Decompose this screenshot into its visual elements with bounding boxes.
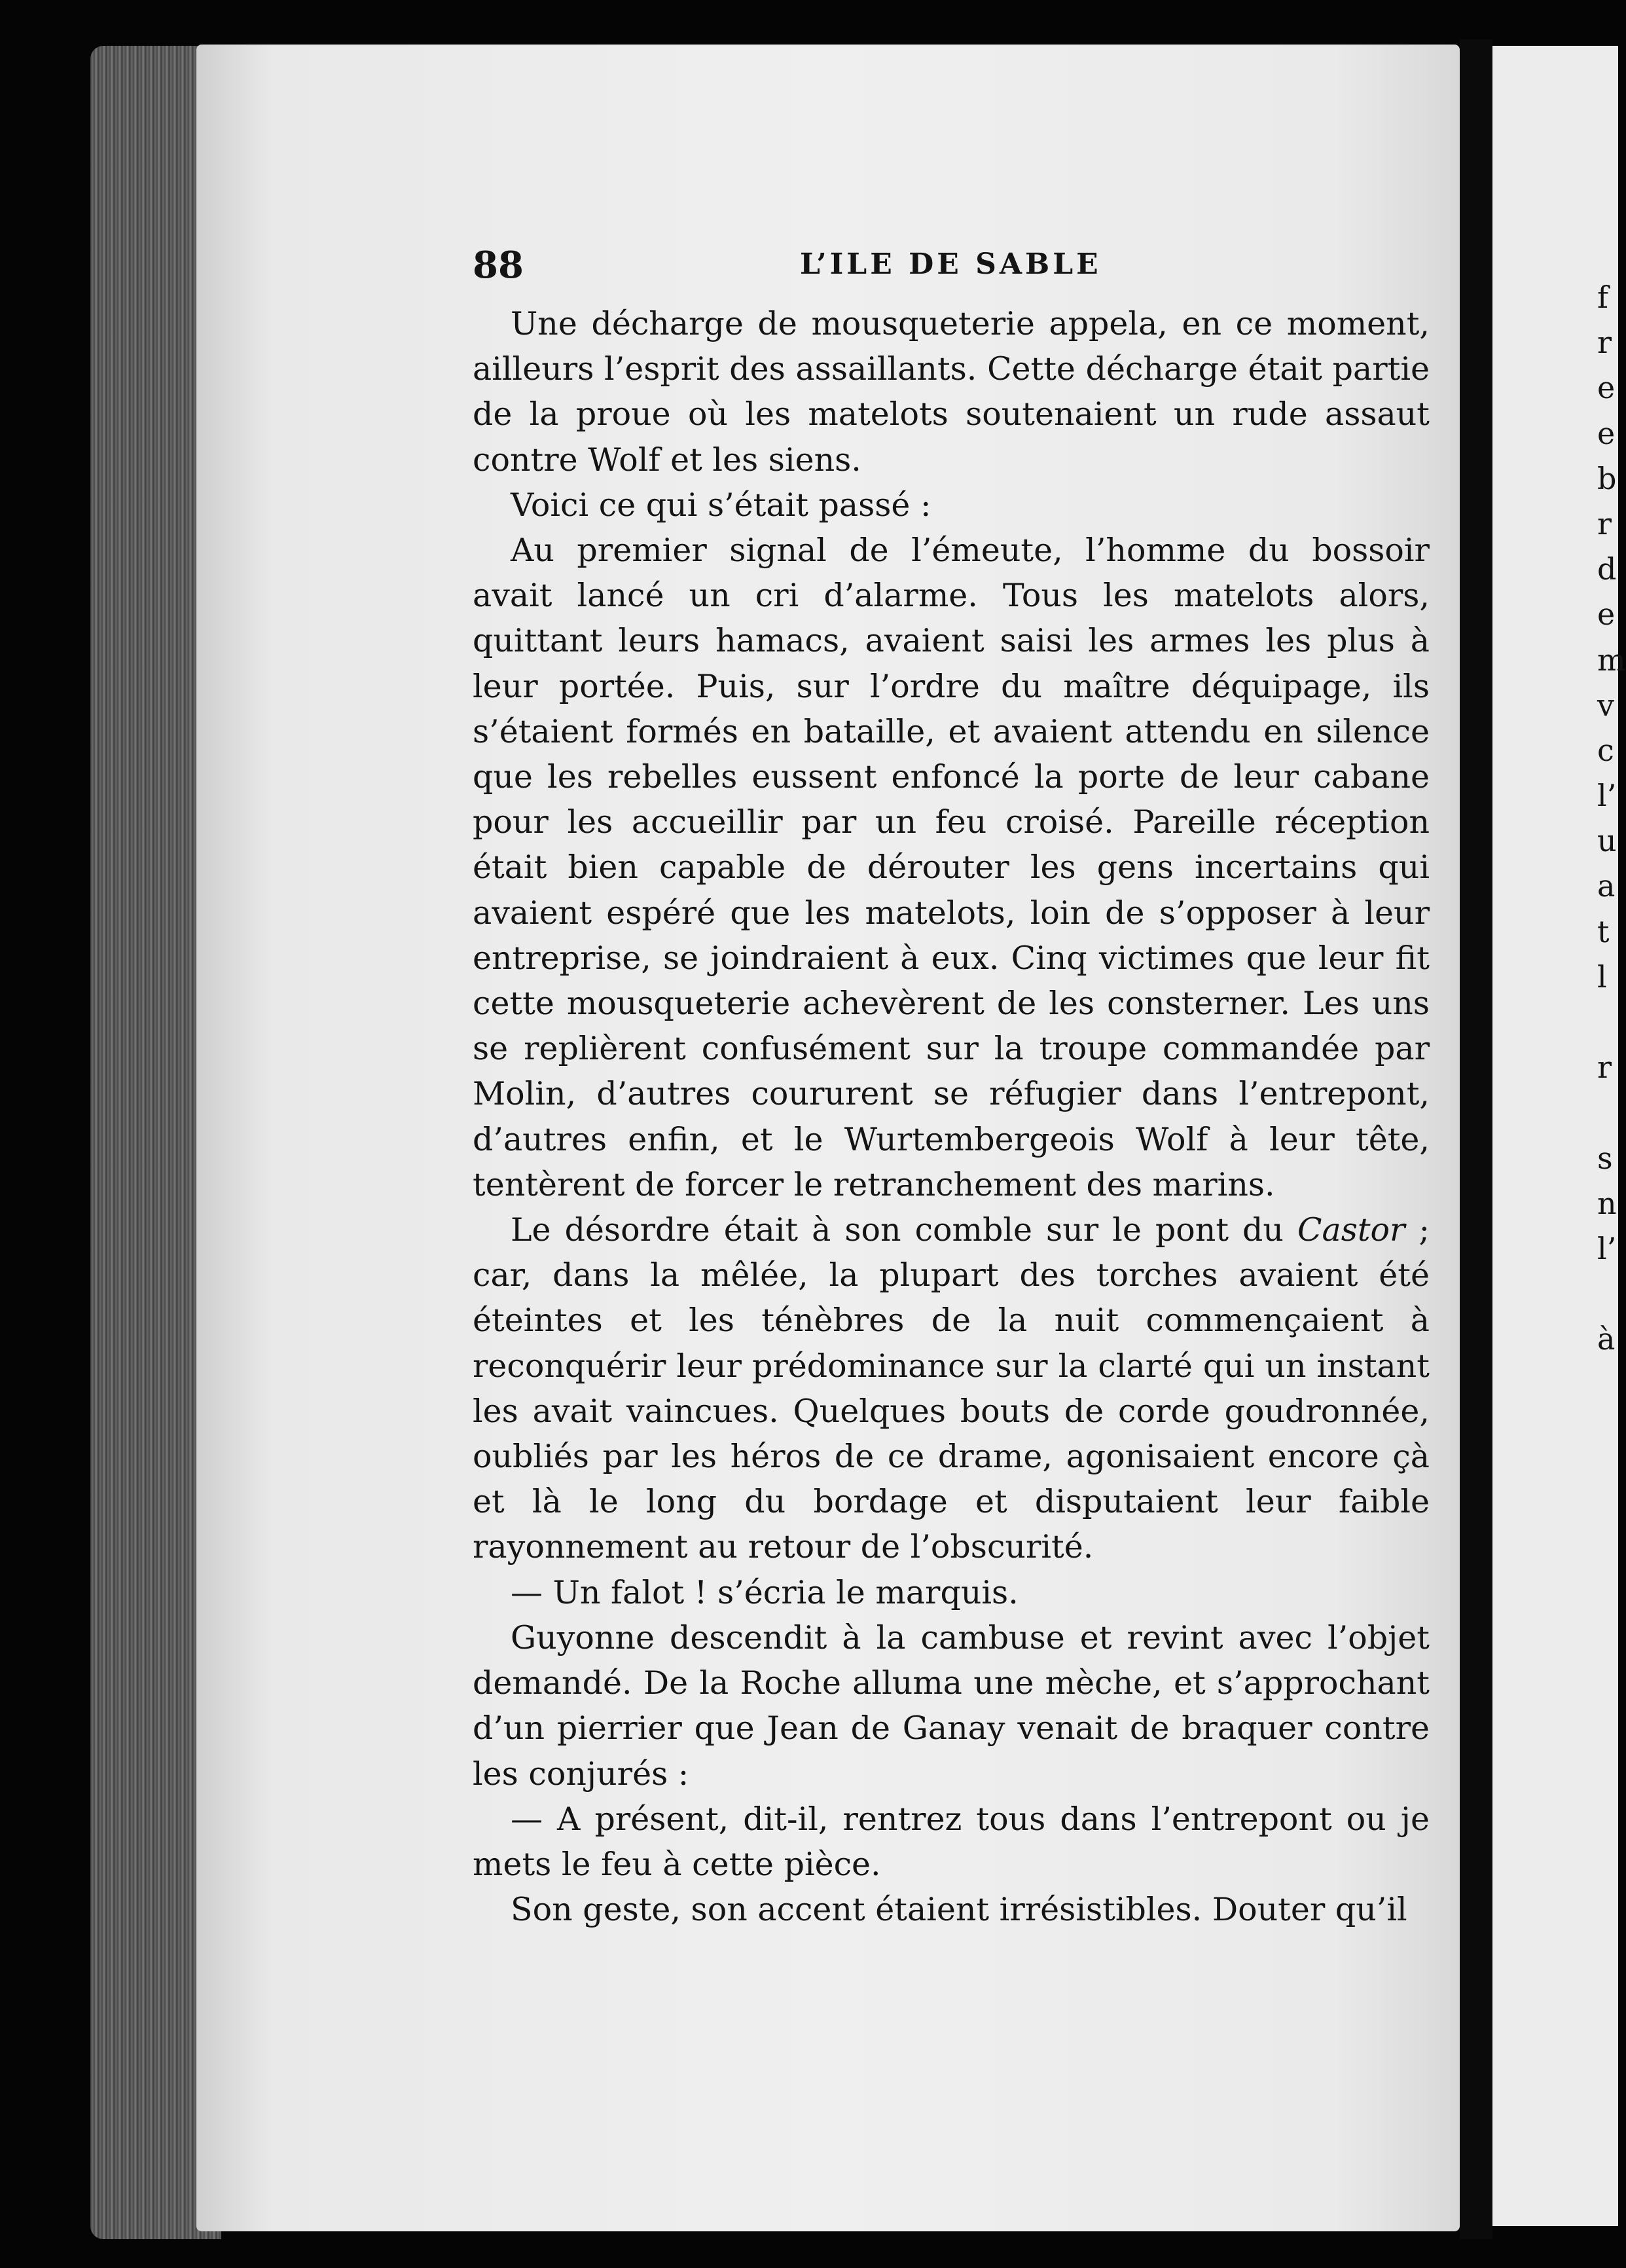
paragraph	[473, 528, 1430, 1207]
facing-page-fragment: t	[1597, 913, 1610, 949]
facing-page-fragments	[1597, 275, 1626, 1363]
facing-page-fragment	[1597, 1271, 1623, 1317]
facing-page-fragment: d	[1597, 551, 1617, 587]
facing-page-fragment: v	[1597, 687, 1614, 723]
text-segment: — Un falot ! s’écria le marquis.	[511, 1573, 1019, 1611]
facing-page-fragment: e	[1597, 370, 1616, 406]
text-segment: Une décharge de mousqueterie appela, en ce moment, ailleurs l’esprit des assaillants. Cette décharge était partie de la proue où les matelots soutenaient un rude assaut contre Wolf et les siens.	[473, 305, 1430, 479]
text-segment: Guyonne descendit à la cambuse et revint avec l’objet demandé. De la Roche alluma une mèche, et s’approchant d’un pierrier que Jean de Ganay venait de braquer contre les conjurés :	[473, 1619, 1430, 1793]
text-segment: Le désordre était à son comble sur le pont du	[511, 1211, 1297, 1249]
facing-page-fragment: l’	[1597, 778, 1617, 814]
facing-page-fragment: m	[1597, 642, 1626, 678]
facing-page-fragment	[1597, 1000, 1623, 1045]
facing-page-fragment: r	[1597, 1050, 1612, 1086]
facing-page-fragment: f	[1597, 280, 1609, 315]
facing-page-fragment: c	[1597, 732, 1614, 768]
paragraph	[473, 1207, 1430, 1570]
paragraph	[473, 1887, 1430, 1932]
text-segment: — A présent, dit-il, rentrez tous dans l’entrepont ou je mets le feu à cette pièce.	[473, 1800, 1430, 1883]
text-segment: Son geste, son accent étaient irrésistibles. Douter qu’il	[511, 1891, 1407, 1929]
text-segment: Au premier signal de l’émeute, l’homme du bossoir avait lancé un cri d’alarme. Tous les matelots alors, quittant leurs hamacs, avaient saisi les armes les plus à leur portée. Puis, sur l’ordre du maître déquipage, ils s’étaient formés en bataille, et avaient attendu en silence que les rebelles eussent enfoncé la porte de leur cabane pour les accueillir par un feu croisé. Pareille réception était bien capable de dérouter les gens incertains qui avaient espéré que les matelots, loin de s’opposer à leur entreprise, se joindraient à eux. Cinq victimes que leur fit cette mousqueterie achevèrent de les consterner. Les uns se replièrent confusément sur la troupe commandée par Molin, d’autres coururent se réfugier dans l’entrepont, d’autres enfin, et le Wurtembergeois Wolf à leur tête, tentèrent de forcer le retranchement des marins.	[473, 532, 1430, 1203]
facing-page-fragment: r	[1597, 325, 1612, 361]
facing-page-fragment: u	[1597, 823, 1617, 859]
page-number: 88	[473, 244, 524, 287]
facing-page-fragment	[1597, 1090, 1623, 1135]
paragraph	[473, 1615, 1430, 1797]
paragraph	[473, 301, 1430, 483]
text-segment: Voici ce qui s’était passé :	[511, 486, 931, 524]
facing-page-fragment: l	[1597, 959, 1607, 995]
page-header	[473, 244, 1430, 289]
paragraph	[473, 1797, 1430, 1887]
facing-page-fragment: l’	[1597, 1230, 1617, 1266]
book-gutter	[1460, 39, 1492, 2239]
text-segment: ; car, dans la mêlée, la plupart des torches avaient été éteintes et les ténèbres de la nuit commençaient à reconquérir leur prédominance sur la clarté qui un instant les avait vaincues. Quelques bouts de corde goudronnée, oubliés par les héros de ce drame, agonisaient encore çà et là le long du bordage et disputaient leur faible rayonnement au retour de l’obscurité.	[473, 1211, 1430, 1566]
facing-page-fragment: a	[1597, 868, 1616, 904]
facing-page-fragment: n	[1597, 1185, 1617, 1221]
italic-text: Castor	[1297, 1211, 1405, 1249]
facing-page-fragment: b	[1597, 460, 1617, 496]
facing-page-fragment: e	[1597, 415, 1616, 451]
facing-page-fragment: s	[1597, 1140, 1613, 1176]
paragraph	[473, 483, 1430, 528]
facing-page-fragment: à	[1597, 1321, 1616, 1357]
facing-page-fragment: e	[1597, 596, 1616, 632]
running-head: L’ILE DE SABLE	[800, 247, 1102, 281]
facing-page-fragment: r	[1597, 505, 1612, 541]
body-text	[473, 301, 1430, 1932]
paragraph	[473, 1570, 1430, 1615]
